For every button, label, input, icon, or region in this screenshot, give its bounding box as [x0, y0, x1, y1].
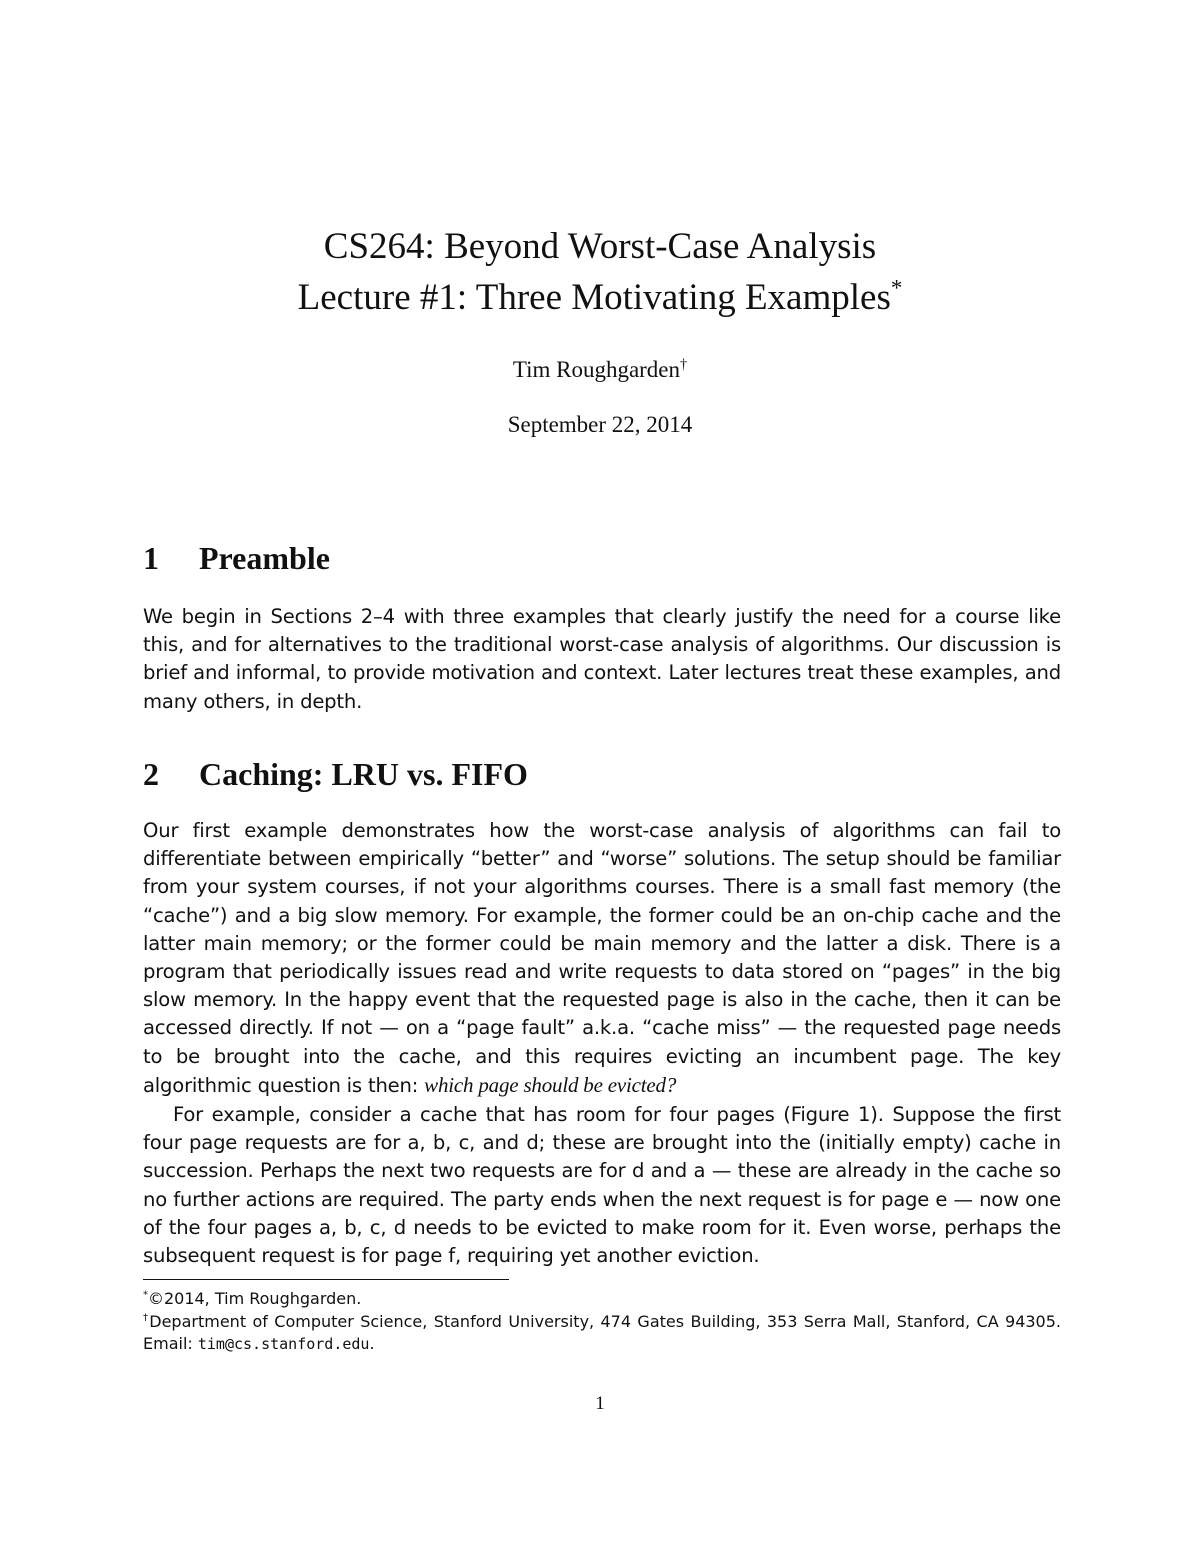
- section-number: 2: [143, 756, 159, 792]
- title-footnote-mark[interactable]: *: [890, 275, 903, 301]
- section-heading-preamble: [143, 540, 330, 577]
- caching-paragraph-2: [143, 1101, 1061, 1270]
- author-line: [0, 357, 1200, 383]
- title-line-1: [0, 225, 1200, 268]
- title-line-2: [0, 276, 1200, 319]
- key-question-emphasis: which page should be evicted?: [424, 1072, 677, 1097]
- section-number: 1: [143, 540, 159, 576]
- caching-paragraph-1-text: Our first example demonstrates how the worst-case analysis of algorithms can fail to differentiate between empirically “better” and “worse” solutions. The setup should be familiar from your system courses, if not your algorithms courses. There is a small fast memory (the “cache”) and a big slow memory. For example, the former could be an on-chip cache and the latter main memory; or the former could be main memory and the latter a disk. There is a program that periodically issues read and write requests to data stored on “pages” in the big slow memory. In the happy event that the requested page is also in the cache, then it can be accessed directly. If not — on a “page fault” a.k.a. “cache miss” — the requested page needs to be brought into the cache, and this requires evicting an incumbent page. The key algorithmic question is then:: [143, 819, 1061, 1097]
- date-line: [0, 412, 1200, 438]
- date: September 22, 2014: [507, 412, 693, 437]
- section-heading-caching: [143, 756, 528, 793]
- page-number: 1: [595, 1393, 605, 1414]
- caching-paragraph-1: [143, 817, 1061, 1100]
- title-text-1: CS264: Beyond Worst-Case Analysis: [323, 226, 877, 267]
- caching-paragraph-2-text: For example, consider a cache that has room for four pages (Figure 1). Suppose the first four page requests are for a, b, c, and d; these are brought into the (initially empty) cache in succession. Perhaps the next two requests are for d and a — these are already in the cache so no further actions are required. The party ends when the next request is for page e — now one of the four pages a, b, c, d needs to be evicted to make room for it. Even worse, perhaps the subsequent request is for page f, requiring yet another eviction.: [143, 1103, 1061, 1268]
- footnote-2-text: Department of Computer Science, Stanford University, 474 Gates Building, 353 Serra Mall, Stanford, CA 94305. Email:: [143, 1312, 1062, 1353]
- email-link[interactable]: tim@cs.stanford.edu: [197, 1335, 370, 1353]
- footnote-1-mark: *: [143, 1289, 148, 1301]
- footnote-2: [143, 1311, 1061, 1355]
- author-footnote-mark[interactable]: †: [680, 356, 688, 373]
- footnote-1-text: ©2014, Tim Roughgarden.: [147, 1289, 362, 1308]
- footnote-1: [143, 1288, 1061, 1310]
- section-title: Caching: LRU vs. FIFO: [199, 756, 528, 792]
- footnote-2-mark: †: [143, 1312, 150, 1324]
- footnote-rule: [143, 1279, 509, 1280]
- section-title: Preamble: [199, 540, 330, 576]
- author-name: Tim Roughgarden: [512, 357, 681, 382]
- preamble-paragraph: We begin in Sections 2–4 with three examples that clearly justify the need for a course like this, and for alternatives to the traditional worst-case analysis of algorithms. Our discussion is brief and informal, to provide motivation and context. Later lectures treat these examples, and many others, in depth.: [143, 605, 1061, 713]
- title-text-2: Lecture #1: Three Motivating Examples: [297, 277, 891, 318]
- footnote-2-end: .: [369, 1334, 375, 1353]
